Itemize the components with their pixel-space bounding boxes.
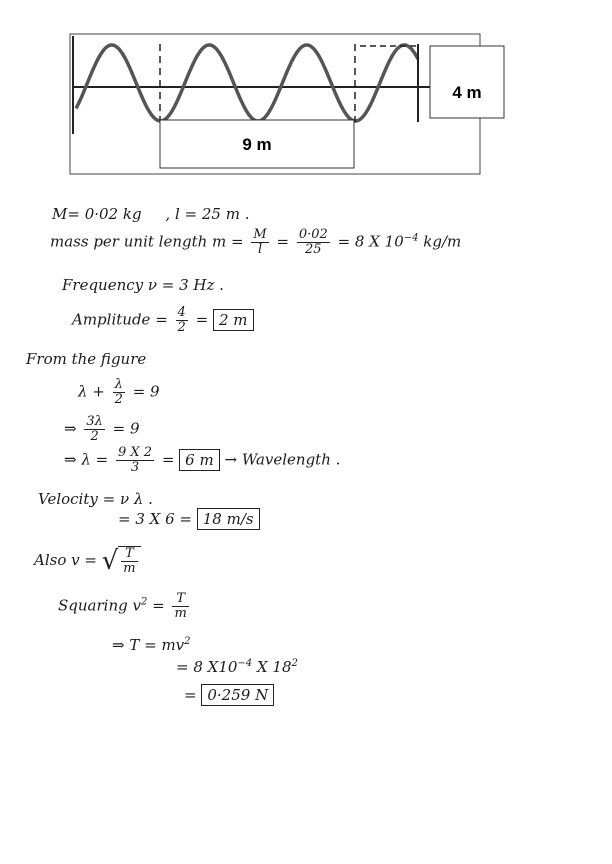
length-label: 9 m — [242, 135, 272, 154]
height-label: 4 m — [452, 83, 482, 102]
mass-per-length-line: mass per unit length m = $\frac{M}{l}$ = $\frac{0\cdot 02}{25}$ = 8 X $10^{-4}$ kg/m — [50, 227, 462, 257]
amplitude-answer: 2 m — [213, 309, 254, 331]
wavelength-answer: 6 m — [179, 449, 220, 471]
from-figure-heading: From the figure — [26, 350, 147, 368]
wave-diagram — [0, 0, 612, 190]
wave-curve — [76, 45, 418, 121]
wavelength-equation-2: ⇒ $\frac{3\lambda}{2}$ = 9 — [64, 414, 140, 444]
velocity-tension-relation: Also v = √ $\frac{T}{m}$ — [34, 546, 141, 576]
tension-substitution: = 8 $X10^{-4}$ X $18^2$ — [176, 658, 298, 676]
amplitude-line: Amplitude = $\frac{4}{2}$ = 2 m — [72, 306, 254, 335]
velocity-formula: Velocity = ν λ . — [38, 490, 153, 508]
velocity-result-line: = 3 X 6 = 18 m/s — [118, 508, 260, 530]
frequency-line: Frequency ν = 3 Hz . — [62, 276, 224, 294]
tension-result-line: = 0·259 N — [184, 684, 274, 706]
height-label-box — [430, 46, 504, 118]
given-mass-length: M= 0·02 kg , l = 25 m . — [52, 205, 250, 223]
squaring-line: Squaring $v^2$ = $\frac{T}{m}$ — [58, 591, 187, 621]
wavelength-equation-1: λ + $\frac{\lambda}{2}$ = 9 — [78, 377, 160, 407]
wavelength-result-line: ⇒ λ = $\frac{9 X 2}{3}$ = 6 m → Wavelength . — [64, 445, 341, 475]
velocity-answer: 18 m/s — [197, 508, 260, 530]
tension-answer: 0·259 N — [201, 684, 274, 706]
tension-formula: ⇒ $T = mv^2$ — [112, 636, 191, 654]
